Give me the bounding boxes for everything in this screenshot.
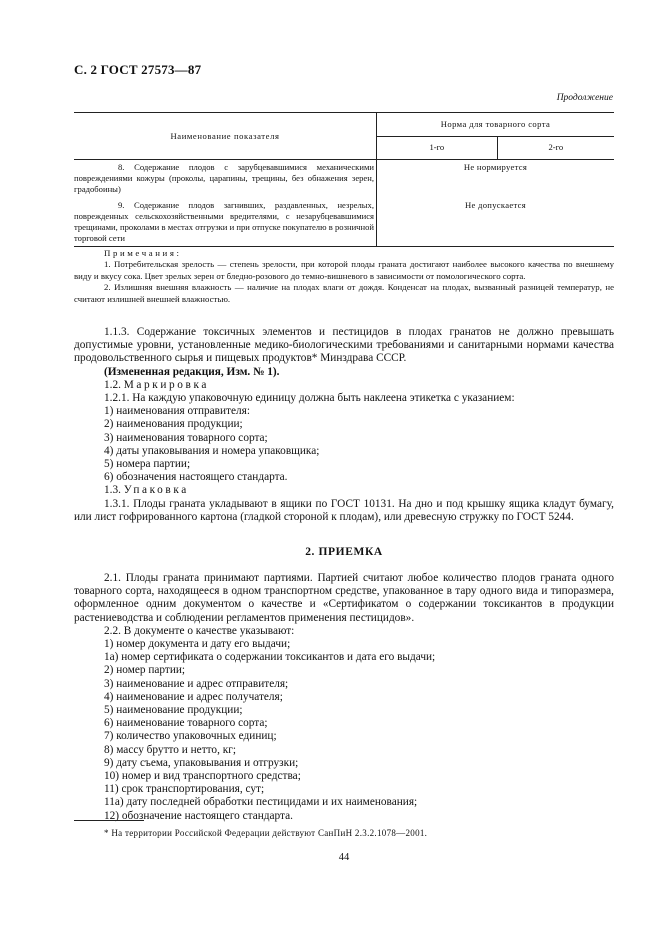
heading-1-2-number: 1.2.: [104, 378, 121, 391]
col-header-sort2: 2-го: [497, 136, 614, 160]
list-item: 9) дату съема, упаковывания и отгрузки;: [104, 756, 299, 769]
notes-block: [74, 248, 614, 305]
row-value: Не допускается: [377, 195, 615, 247]
list-item: 1) номер документа и дату его выдачи;: [104, 638, 291, 651]
footnote: * На территории Российской Федерации действуют СанПиН 2.3.2.1078—2001.: [104, 828, 428, 838]
col-header-norm: Норма для товарного сорта: [377, 113, 615, 137]
row-name: 8. Содержание плодов с зарубцевавшимися механическими повреждениями кожуры (проколы, царапины, трещины, без обнажения зерен, градобоины): [74, 160, 377, 196]
list-item: 2) номер партии;: [104, 664, 186, 677]
section-2-text: [74, 572, 614, 823]
heading-1-3: [74, 484, 614, 497]
col-header-sort1: 1-го: [377, 136, 498, 160]
edition-note: (Измененная редакция, Изм. № 1).: [104, 365, 280, 378]
paragraph-1-2-1: 1.2.1. На каждую упаковочную единицу должна быть наклеена этикетка с указанием:: [104, 392, 515, 405]
list-item: 8) массу брутто и нетто, кг;: [104, 743, 236, 756]
paragraph-2-2: 2.2. В документе о качестве указывают:: [104, 624, 295, 637]
page-header: С. 2 ГОСТ 27573—87: [74, 62, 202, 77]
row-value: Не нормируется: [463, 162, 528, 172]
list-item: 2) наименования продукции;: [104, 418, 243, 431]
list-item: 11а) дату последней обработки пестицидами и их наименования;: [104, 796, 418, 809]
body-text: [74, 326, 614, 524]
section-title: 2. ПРИЕМКА: [305, 546, 383, 558]
note-item: 2. Излишняя внешняя влажность — наличие на плодах влаги от дождя. Конденсат на плодах, вызванный разницей температур, не считают излишней внешней влажностью.: [74, 282, 614, 304]
paragraph-1-3-1: 1.3.1. Плоды граната укладывают в ящики по ГОСТ 10131. На дно и под крышку ящика кладут бумагу, или лист гофрированного картона (гладкой стороной к плодам), или древесную стружку по ГОСТ 5244.: [74, 497, 614, 523]
list-item: 7) количество упаковочных единиц;: [104, 730, 277, 743]
heading-1-3-title: Упаковка: [123, 484, 189, 497]
footnote-divider: [74, 820, 144, 821]
list-item: 11) срок транспортирования, сут;: [104, 783, 265, 796]
list-item: 3) наименование и адрес отправителя;: [104, 677, 289, 690]
heading-1-2: [74, 379, 614, 392]
list-item: 4) даты упаковывания и номера упаковщика;: [104, 444, 320, 457]
list-item: 5) наименование продукции;: [104, 704, 243, 717]
col-header-name: Наименование показателя: [74, 113, 377, 160]
list-item: 6) наименование товарного сорта;: [104, 717, 268, 730]
list-item: 1) наименования отправителя:: [104, 405, 250, 418]
table-row: [74, 195, 614, 247]
list-item: 6) обозначения настоящего стандарта.: [104, 471, 288, 484]
list-item: 1а) номер сертификата о содержании токсикантов и дата его выдачи;: [104, 651, 436, 664]
paragraph-1-1-3: 1.1.3. Содержание токсичных элементов и пестицидов в плодах гранатов не должно превышать допустимые уровни, установленные медико-биологическими требованиями и санитарными нормами качества продовольственного сырья и пищевых продуктов* Минздрава СССР.: [74, 326, 614, 365]
paragraph-2-1: 2.1. Плоды граната принимают партиями. Партией считают любое количество плодов граната одного товарного сорта, находящееся в одном транспортном средстве, упакованное в тару одного вида и типоразмера, оформленное одним документом о качестве и «Сертификатом о содержании токсикантов в продукции растениеводства и соблюдении регламентов применения пестицидов».: [74, 572, 614, 624]
notes-title: Примечания:: [104, 248, 182, 258]
list-item: 5) номера партии;: [104, 458, 191, 471]
list-item: 10) номер и вид транспортного средства;: [104, 770, 301, 783]
page-number: 44: [338, 852, 350, 863]
note-item: 1. Потребительская зрелость — степень зрелости, при которой плоды граната достигают наиболее высокого качества по внешнему виду и вкусу сока. Цвет зрелых зерен от бледно-розового до темно-вишневого в зависимости от помологического сорта.: [74, 259, 614, 281]
table-row: [74, 160, 614, 196]
heading-1-3-number: 1.3.: [104, 484, 121, 497]
norm-table: [74, 112, 614, 247]
list-item: 12) обозначение настоящего стандарта.: [104, 809, 293, 822]
row-name: 9. Содержание плодов загнивших, раздавленных, незрелых, поврежденных сельскохозяйственными вредителями, с незарубцевавшимися трещинами, проколами в местах отгрузки и при отпуске покупателю в розничной торговой сети: [74, 195, 377, 247]
list-item: 3) наименования товарного сорта;: [104, 431, 268, 444]
list-item: 4) наименование и адрес получателя;: [104, 690, 283, 703]
heading-1-2-title: Маркировка: [123, 378, 209, 391]
continuation-label: Продолжение: [556, 93, 613, 103]
